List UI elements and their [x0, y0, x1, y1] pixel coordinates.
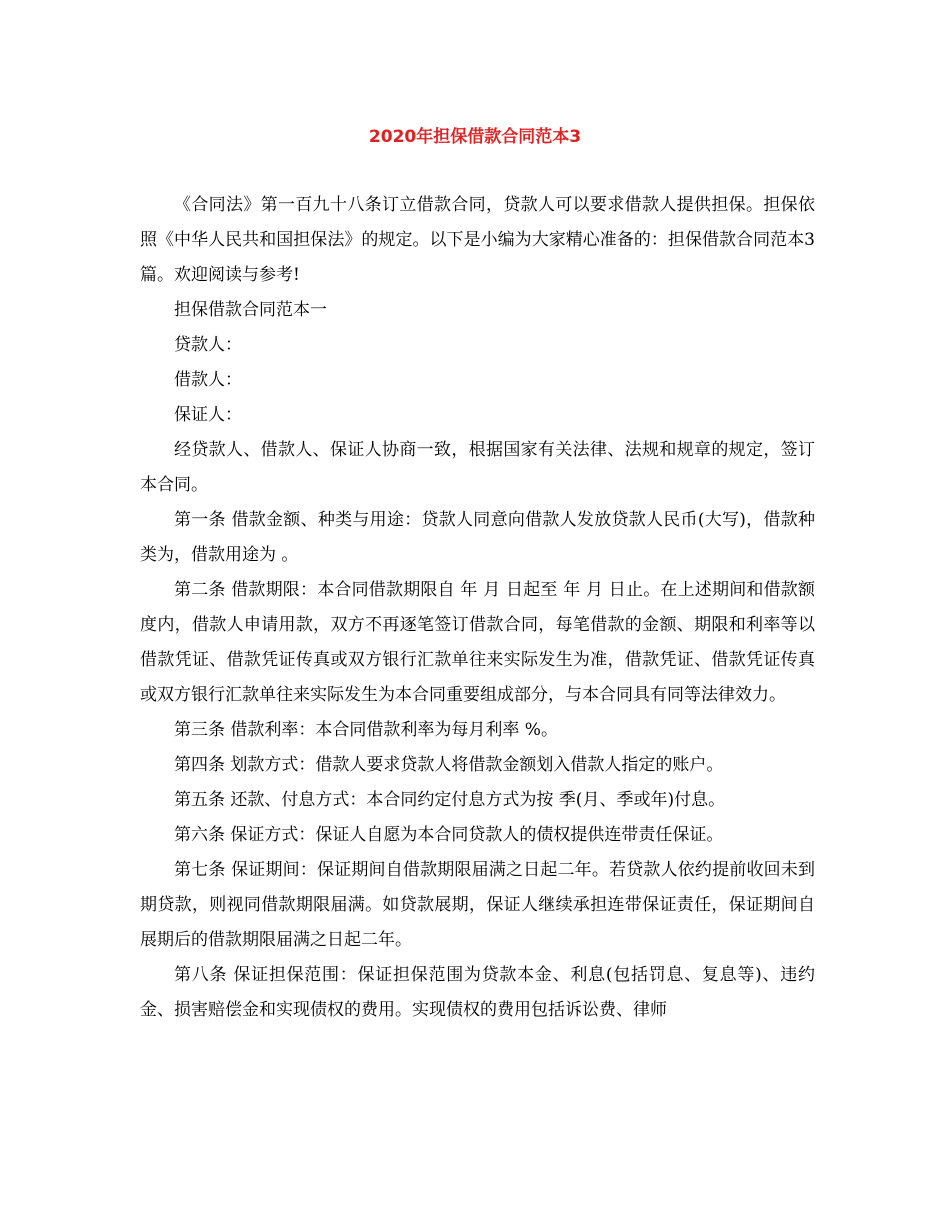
paragraph-preamble: 经贷款人、借款人、保证人协商一致，根据国家有关法律、法规和规章的规定，签订本合同。	[140, 440, 815, 495]
paragraph-article-7: 第七条 保证期间：保证期间自借款期限届满之日起二年。若贷款人依约提前收回未到期贷款，则视同借款期限届满。如贷款展期，保证人继续承担连带保证责任，保证期间自展期后的借款期限届满之日起二年。	[140, 860, 815, 950]
document-body	[140, 188, 815, 1028]
paragraph-borrower: 借款人：	[174, 370, 242, 390]
paragraph-article-1: 第一条 借款金额、种类与用途：贷款人同意向借款人发放贷款人民币(大写)，借款种类为，借款用途为 。	[140, 510, 815, 565]
paragraph-lender: 贷款人：	[174, 335, 242, 355]
paragraph-article-6: 第六条 保证方式：保证人自愿为本合同贷款人的债权提供连带责任保证。	[174, 825, 724, 845]
document-title: 2020年担保借款合同范本3	[368, 127, 582, 147]
paragraph-article-8: 第八条 保证担保范围：保证担保范围为贷款本金、利息(包括罚息、复息等)、违约金、损害赔偿金和实现债权的费用。实现债权的费用包括诉讼费、律师	[140, 965, 815, 1020]
paragraph-article-5: 第五条 还款、付息方式：本合同约定付息方式为按 季(月、季或年)付息。	[174, 790, 726, 810]
paragraph-guarantor: 保证人：	[174, 405, 242, 425]
paragraph-article-4: 第四条 划款方式：借款人要求贷款人将借款金额划入借款人指定的账户。	[174, 755, 724, 775]
paragraph-intro: 《合同法》第一百九十八条订立借款合同，贷款人可以要求借款人提供担保。担保依照《中华人民共和国担保法》的规定。以下是小编为大家精心准备的：担保借款合同范本3篇。欢迎阅读与参考!	[140, 195, 815, 285]
paragraph-article-3: 第三条 借款利率：本合同借款利率为每月利率 %。	[174, 720, 558, 740]
paragraph-article-2: 第二条 借款期限：本合同借款期限自 年 月 日起至 年 月 日止。在上述期间和借款额度内，借款人申请用款，双方不再逐笔签订借款合同，每笔借款的金额、期限和利率等以借款凭证、借款凭证传真或双方银行汇款单往来实际发生为准，借款凭证、借款凭证传真或双方银行汇款单往来实际发生为本合同重要组成部分，与本合同具有同等法律效力。	[140, 580, 815, 705]
paragraph-section-heading: 担保借款合同范本一	[174, 300, 327, 320]
